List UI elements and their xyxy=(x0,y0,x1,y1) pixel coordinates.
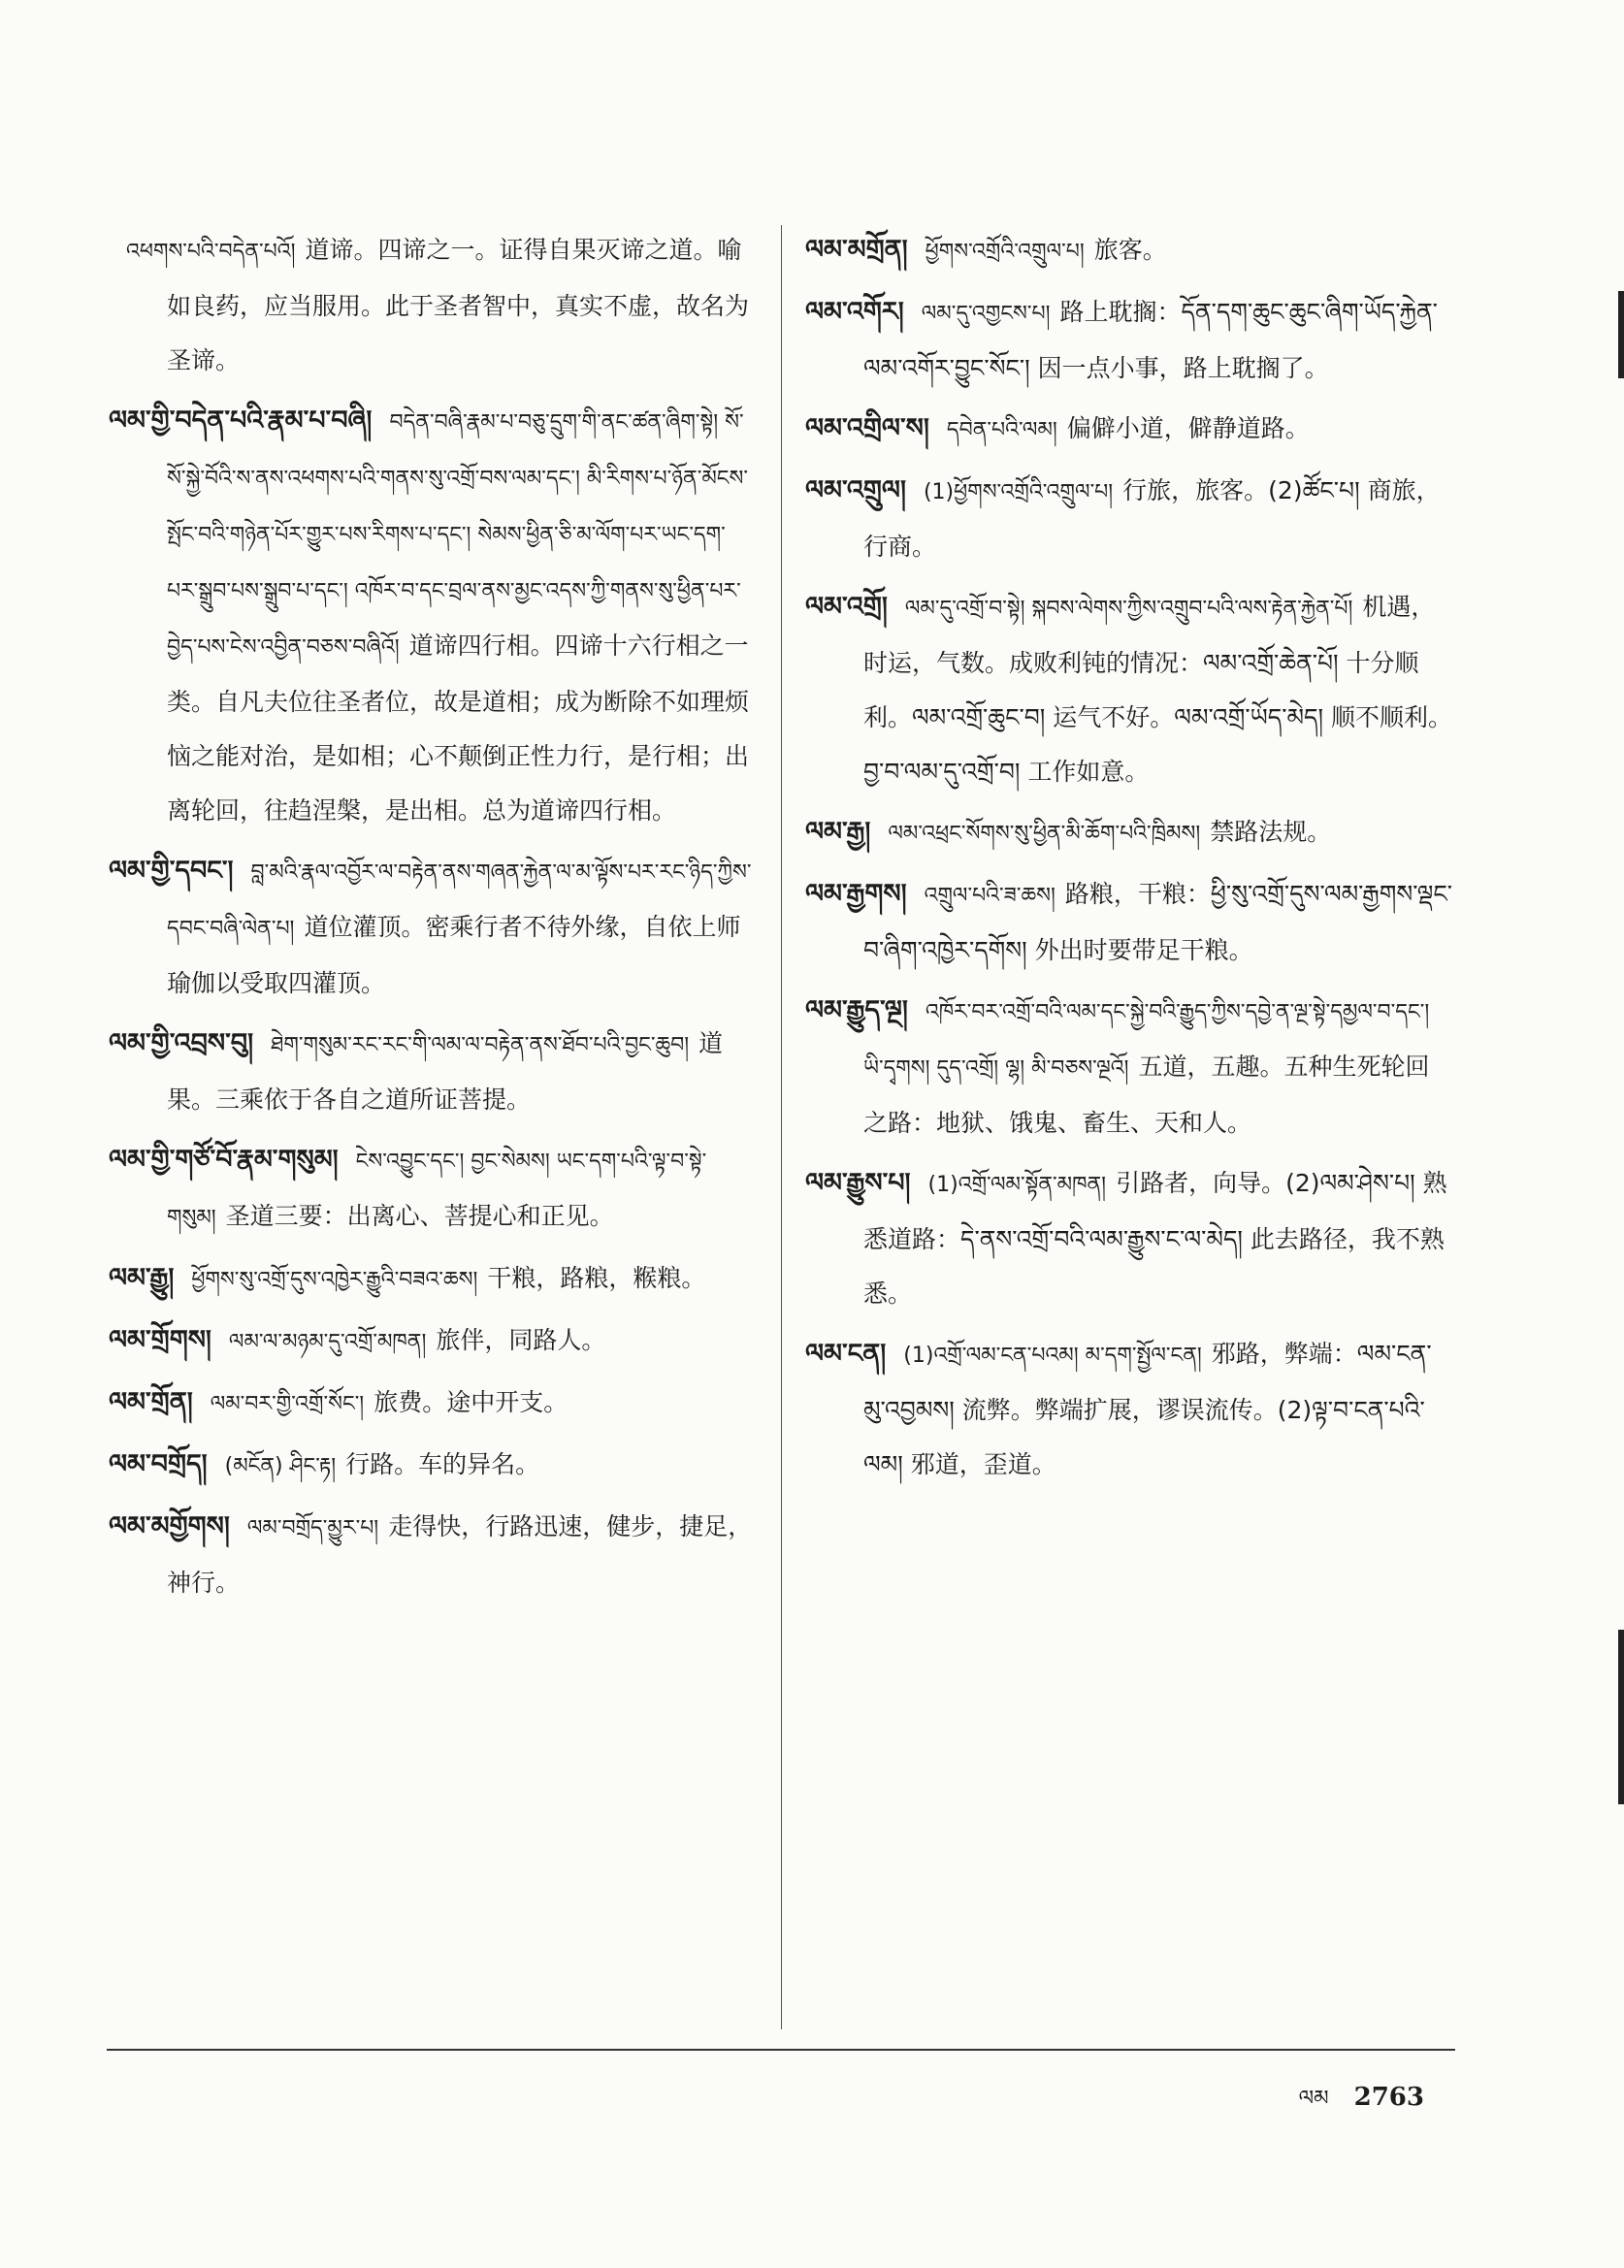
dictionary-entry xyxy=(805,805,1453,861)
entry-headword: ལམ་མགྱོགས། xyxy=(109,1511,230,1541)
entry-headword: ལམ་འགྲུལ། xyxy=(805,475,906,505)
entry-text xyxy=(109,1133,757,1246)
entry-text xyxy=(805,223,1453,279)
entry-tibetan-definition: འཁོར་བར་འགྲོ་བའི་ལམ་དང་སྐྱེ་བའི་རྒྱུད་ཀྱིས་དབྱེ་ན་ལྔ་སྟེ་དམྱལ་བ་དང་། ཡི་དྭགས། དུད་འགྲོ། ལྷ། མི་བཅས་ལྔའོ། xyxy=(863,1000,1430,1081)
dictionary-entry xyxy=(805,984,1453,1150)
entry-chinese-definition: 道谛四行相。四谛十六行相之一类。自凡夫位往圣者位，故是道相；成为断除不如理烦恼之能对治，是如相；心不颠倒正性力行，是行相；出离轮回，往趋涅槃，是出相。总为道谛四行相。 xyxy=(167,632,750,825)
entry-tibetan-definition: འཕགས་པའི་བདེན་པའོ། xyxy=(126,240,296,264)
entry-headword: ལམ་འགོར། xyxy=(805,297,904,327)
entry-text xyxy=(109,223,757,388)
entry-text xyxy=(109,1500,757,1610)
dictionary-entry xyxy=(109,1133,757,1246)
entry-headword: ལམ་གྱི་བདེན་པའི་རྣམ་པ་བཞི། xyxy=(109,405,373,436)
dictionary-entry xyxy=(805,464,1453,574)
entry-text xyxy=(109,844,757,1011)
entry-text xyxy=(109,394,757,838)
dictionary-entry xyxy=(109,1500,757,1610)
page-number: 2763 xyxy=(1353,2083,1424,2112)
entry-tibetan-definition: ཕྱོགས་འགྲོའི་འགྲུལ་པ། xyxy=(925,240,1085,264)
entry-chinese-definition: 旅费。途中开支。 xyxy=(374,1388,568,1416)
scan-edge-mark xyxy=(1618,1630,1624,1804)
dictionary-entry xyxy=(805,402,1453,458)
entry-headword: ལམ་གྲོགས། xyxy=(109,1325,211,1355)
dictionary-entry xyxy=(109,223,757,388)
entry-text xyxy=(109,1438,757,1494)
entry-headword: ལམ་རྒྱགས། xyxy=(805,879,907,909)
entry-tibetan-definition: (མངོན) ཤིང་རྟ། xyxy=(224,1454,337,1478)
entry-chinese-definition: 行旅，旅客。(2)ཚོང་པ། 商旅，行商。 xyxy=(863,476,1441,561)
entry-headword: ལམ་རྒྱུས་པ། xyxy=(805,1168,911,1198)
dictionary-entry xyxy=(109,1251,757,1308)
entry-text xyxy=(805,1156,1453,1321)
dictionary-entry xyxy=(805,580,1453,799)
entry-text xyxy=(805,1327,1453,1492)
entry-tibetan-definition: བདེན་བཞི་རྣམ་པ་བཅུ་དྲུག་གི་ནང་ཚན་ཞིག་སྟེ། སོ་སོ་སྐྱེ་བོའི་ས་ནས་འཕགས་པའི་གནས་སུ་འགྲོ་བས་ལམ་དང་། མི་རིགས་པ་ཉོན་མོངས་སྤོང་བའི་གཉེན་པོར་གྱུར་པས་རིགས་པ་དང་། སེམས་ཕྱིན་ཅི་མ་ལོག་པར་ཡང་དག་པར་སྒྲུབ་པས་སྒྲུབ་པ་དང་། འཁོར་བ་དང་བྲལ་ནས་མྱང་འདས་ཀྱི་གནས་སུ་ཕྱིན་པར་བྱེད་པས་ངེས་འབྱིན་བཅས་བཞིའོ། xyxy=(167,410,748,660)
running-head: ལམ xyxy=(1298,2087,1329,2111)
entry-text xyxy=(805,285,1453,396)
entry-text xyxy=(805,402,1453,458)
dictionary-entry xyxy=(805,285,1453,396)
dictionary-entry xyxy=(109,1438,757,1494)
entry-headword: ལམ་གྱི་འབྲས་བུ། xyxy=(109,1028,254,1058)
entry-tibetan-definition: ལམ་འཕྲང་སོགས་སུ་ཕྱིན་མི་ཆོག་པའི་ཁྲིམས། xyxy=(888,822,1201,846)
left-column xyxy=(109,223,757,1616)
entry-chinese-definition: 旅客。 xyxy=(1093,236,1167,264)
entry-headword: ལམ་མགྲོན། xyxy=(805,235,908,265)
dictionary-entry xyxy=(805,1156,1453,1321)
entry-chinese-definition: 路上耽搁：དོན་དག་ཆུང་ཆུང་ཞིག་ཡོད་རྐྱེན་ལམ་འགོར་བྱུང་སོང་། 因一点小事，路上耽搁了。 xyxy=(863,298,1438,382)
entry-tibetan-definition: ལམ་བགྲོད་མྱུར་པ། xyxy=(246,1516,379,1540)
entry-tibetan-definition: ཕྱོགས་སུ་འགྲོ་དུས་འཁྱེར་རྒྱུའི་བཟའ་ཆས། xyxy=(191,1268,478,1292)
entry-tibetan-definition: (1)ཕྱོགས་འགྲོའི་འགྲུལ་པ། xyxy=(923,480,1114,504)
entry-tibetan-definition: དབེན་པའི་ལམ། xyxy=(946,418,1057,442)
entry-headword: ལམ་གྱི་དབང་། xyxy=(109,856,234,886)
entry-chinese-definition: 偏僻小道，僻静道路。 xyxy=(1066,414,1310,442)
page-footer xyxy=(1299,2074,1424,2134)
entry-chinese-definition: 圣道三要：出离心、菩提心和正见。 xyxy=(225,1202,614,1230)
dictionary-entry xyxy=(109,1313,757,1370)
entry-chinese-definition: 禁路法规。 xyxy=(1210,818,1332,846)
entry-chinese-definition: 邪路，弊端：ལམ་ངན་མུ་འབྱམས། 流弊。弊端扩展，谬误流传。(2)ལྟ་བ་ངན་པའི་ལམ། 邪道，歪道。 xyxy=(863,1340,1432,1478)
entry-tibetan-definition: བླ་མའི་རྣལ་འབྱོར་ལ་བརྟེན་ནས་གཞན་རྐྱེན་ལ་མ་ལྟོས་པར་རང་ཉིད་ཀྱིས་དབང་བཞི་ལེན་པ། xyxy=(167,860,752,941)
dictionary-entry xyxy=(109,844,757,1011)
entry-text xyxy=(805,805,1453,861)
dictionary-entry xyxy=(805,1327,1453,1492)
entry-tibetan-definition: ལམ་དུ་འགྱངས་པ། xyxy=(921,302,1051,326)
entry-headword: ལམ་གྲོན། xyxy=(109,1387,193,1417)
entry-text xyxy=(805,580,1453,799)
entry-tibetan-definition: (1)འགྲོ་ལམ་ངན་པའམ། མ་དག་སྤྱོལ་ངན། xyxy=(903,1344,1202,1368)
entry-chinese-definition: 行路。车的异名。 xyxy=(345,1450,540,1478)
entry-tibetan-definition: ལམ་ལ་མཉམ་དུ་འགྲོ་མཁན། xyxy=(228,1330,427,1354)
entry-text xyxy=(805,867,1453,978)
entry-chinese-definition: 道位灌顶。密乘行者不待外缘，自依上师瑜伽以受取四灌顶。 xyxy=(167,913,741,997)
dictionary-entry xyxy=(805,867,1453,978)
entry-chinese-definition: 干粮，路粮，糇粮。 xyxy=(487,1264,706,1292)
dictionary-entry xyxy=(109,1376,757,1432)
entry-chinese-definition: 走得快，行路迅速，健步，捷足，神行。 xyxy=(167,1512,753,1597)
entry-headword: ལམ་གྱི་གཙོ་བོ་རྣམ་གསུམ། xyxy=(109,1145,339,1175)
entry-tibetan-definition: ལམ་བར་གྱི་འགྲོ་སོང་། xyxy=(210,1392,365,1416)
entry-headword: ལམ་ངན། xyxy=(805,1339,887,1369)
entry-text xyxy=(805,464,1453,574)
entry-headword: ལམ་འགྲོ། xyxy=(805,592,888,622)
entry-text xyxy=(805,984,1453,1150)
entry-headword: ལམ་རྒྱ། xyxy=(805,817,871,847)
entry-chinese-definition: 道谛。四谛之一。证得自果灭谛之道。喻如良药，应当服用。此于圣者智中，真实不虚，故名为圣谛。 xyxy=(167,236,750,374)
entry-chinese-definition: 旅伴，同路人。 xyxy=(436,1326,606,1354)
entry-text xyxy=(109,1313,757,1370)
dictionary-entry xyxy=(109,1017,757,1127)
entry-chinese-definition: 引路者，向导。(2)ལམ་ཤེས་པ། 熟悉道路：དེ་ནས་འགྲོ་བའི་ལམ་རྒྱུས་ང་ལ་མེད། 此去路径，我不熟悉。 xyxy=(863,1169,1447,1308)
dictionary-entry xyxy=(805,223,1453,279)
right-column xyxy=(805,223,1453,1498)
entry-chinese-definition: 道果。三乘依于各自之道所证菩提。 xyxy=(167,1029,724,1114)
entry-tibetan-definition: (1)འགྲོ་ལམ་སྟོན་མཁན། xyxy=(927,1173,1107,1197)
column-divider xyxy=(781,225,782,2029)
dictionary-entry xyxy=(109,394,757,838)
entry-tibetan-definition: ངེས་འབྱུང་དང་། བྱང་སེམས། ཡང་དག་པའི་ལྟ་བ་སྟེ་གསུམ། xyxy=(167,1150,707,1230)
entry-text xyxy=(109,1251,757,1308)
entry-headword: ལམ་རྒྱུད་ལྔ། xyxy=(805,995,908,1025)
entry-chinese-definition: 机遇，时运，气数。成败利钝的情况：ལམ་འགྲོ་ཆེན་པོ། 十分顺利。ལམ་འགྲོ་ཆུང་བ། 运气不好。ལམ་འགྲོ་ཡོད་མེད། 顺不顺利。བྱ་བ་ལམ་དུ་འགྲོ་བ། 工作如意。 xyxy=(863,593,1452,786)
footer-rule xyxy=(107,2049,1455,2051)
entry-headword: ལམ་རྒྱུ། xyxy=(109,1263,175,1293)
entry-headword: ལམ་འགྲིལ་ས། xyxy=(805,413,929,443)
entry-chinese-definition: 路粮，干粮：ཕྱི་སུ་འགྲོ་དུས་ལམ་རྒྱགས་ལྡང་བ་ཞིག་འཁྱེར་དགོས། 外出时要带足干粮。 xyxy=(863,880,1453,964)
entry-tibetan-definition: ལམ་དུ་འགྲོ་བ་སྟེ། སྐབས་ལེགས་ཀྱིས་འགྲུབ་པའི་ལས་རྟེན་རྐྱེན་པོ། xyxy=(904,597,1353,621)
entry-headword: ལམ་བགྲོད། xyxy=(109,1449,208,1479)
entry-chinese-definition: 五道，五趣。五种生死轮回之路：地狱、饿鬼、畜生、天和人。 xyxy=(863,1053,1430,1137)
entry-tibetan-definition: ཐེག་གསུམ་རང་རང་གི་ལམ་ལ་བརྟེན་ནས་ཐོབ་པའི་བྱང་ཆུབ། xyxy=(271,1033,690,1057)
entry-text xyxy=(109,1376,757,1432)
scan-edge-mark xyxy=(1618,291,1624,378)
entry-tibetan-definition: འགྲུལ་པའི་ཟ་ཆས། xyxy=(924,884,1056,908)
entry-text xyxy=(109,1017,757,1127)
